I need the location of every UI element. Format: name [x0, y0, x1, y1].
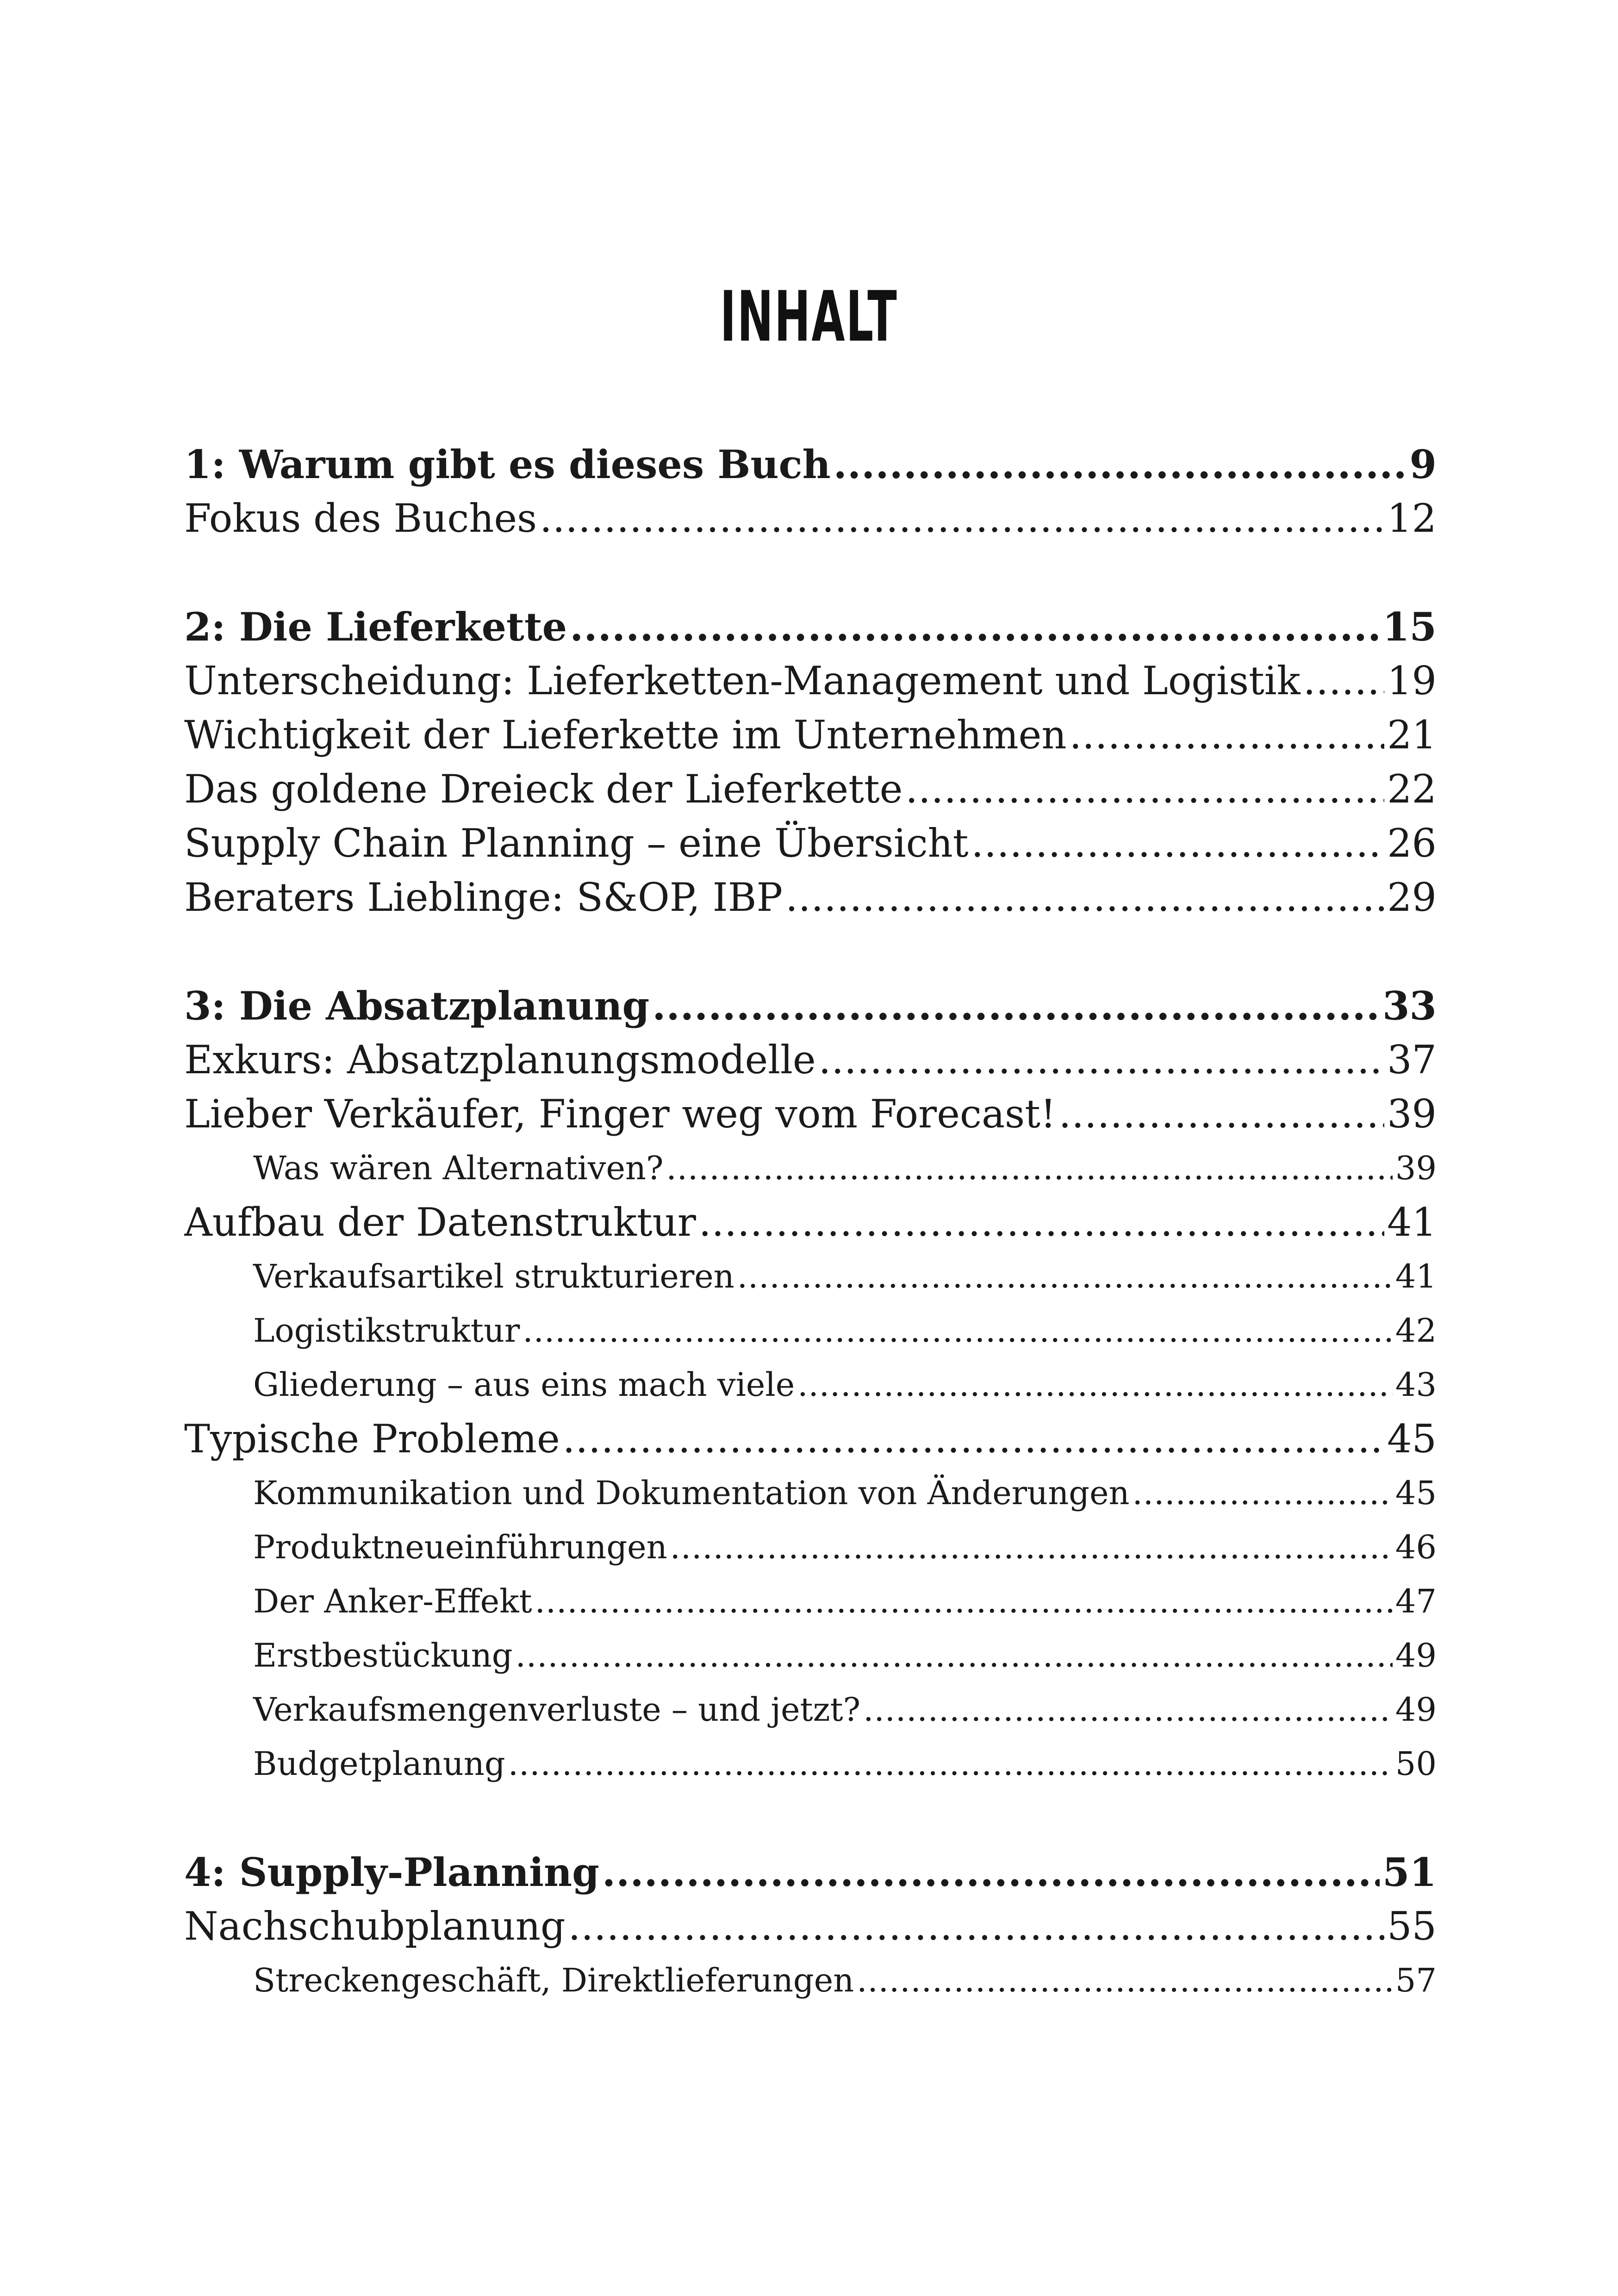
toc-section-entry[interactable]: [184, 1899, 1437, 1954]
toc-entry-label: Erstbestückung: [253, 1636, 513, 1674]
toc-page-number: 45: [1395, 1474, 1437, 1512]
toc-page-number: 46: [1395, 1528, 1437, 1566]
toc-page-number: 57: [1395, 1961, 1437, 1999]
toc-subsection-entry[interactable]: [184, 1141, 1437, 1195]
toc-subsection-entry[interactable]: [184, 1954, 1437, 2008]
dot-leader: [819, 1033, 1384, 1087]
toc-entry-label: Nachschubplanung: [184, 1904, 566, 1949]
dot-leader: [508, 1737, 1393, 1791]
toc-subsection-entry[interactable]: [184, 1304, 1437, 1358]
toc-subsection-entry[interactable]: [184, 1466, 1437, 1520]
dot-leader: [1133, 1466, 1393, 1520]
toc-entry-label: Supply Chain Planning – eine Übersicht: [184, 821, 969, 866]
toc-subsection-entry[interactable]: [184, 1683, 1437, 1737]
toc-page-number: 19: [1387, 658, 1437, 703]
dot-leader: [905, 762, 1384, 816]
dot-leader: [785, 871, 1384, 925]
toc-entry-label: 2: Die Lieferkette: [184, 604, 567, 650]
toc-entry-label: Exkurs: Absatzplanungsmodelle: [184, 1037, 816, 1083]
toc-subsection-entry[interactable]: [184, 1574, 1437, 1629]
toc-entry-label: Verkaufsartikel strukturieren: [253, 1257, 734, 1295]
toc-entry-label: Beraters Lieblinge: S&OP, IBP: [184, 875, 783, 920]
toc-entry-label: Gliederung – aus eins mach viele: [253, 1366, 795, 1404]
toc-entry-label: Fokus des Buches: [184, 496, 537, 541]
toc-entry-label: Logistikstruktur: [253, 1312, 520, 1350]
toc-section-entry[interactable]: [184, 871, 1437, 925]
toc-section-entry[interactable]: [184, 1087, 1437, 1141]
dot-leader: [699, 1195, 1384, 1250]
toc-page-number: 45: [1387, 1416, 1437, 1462]
toc-subsection-entry[interactable]: [184, 1250, 1437, 1304]
dot-leader: [670, 1520, 1393, 1574]
dot-leader: [834, 437, 1407, 492]
dot-leader: [1070, 708, 1385, 762]
toc-page-number: 26: [1387, 821, 1437, 866]
toc-entry-label: 1: Warum gibt es dieses Buch: [184, 442, 831, 487]
toc-entry-label: 3: Die Absatzplanung: [184, 983, 650, 1029]
dot-leader: [563, 1412, 1384, 1466]
toc-subsection-entry[interactable]: [184, 1629, 1437, 1683]
toc-entry-label: Streckengeschäft, Direktlieferungen: [253, 1961, 854, 1999]
toc-page-number: 50: [1395, 1745, 1437, 1783]
toc-entry-label: Kommunikation und Dokumentation von Änderungen: [253, 1474, 1130, 1512]
toc-page-number: 21: [1387, 712, 1437, 758]
toc-chapter-entry[interactable]: [184, 1845, 1437, 1899]
toc-entry-label: Lieber Verkäufer, Finger weg vom Forecast!: [184, 1091, 1056, 1137]
toc-page-number: 39: [1387, 1091, 1437, 1137]
dot-leader: [523, 1304, 1393, 1358]
toc-page-number: 51: [1382, 1849, 1437, 1895]
toc-entry-label: Verkaufsmengenverluste – und jetzt?: [253, 1691, 861, 1729]
dot-leader: [1303, 654, 1384, 708]
toc-page-number: 15: [1382, 604, 1437, 650]
toc-entry-label: Typische Probleme: [184, 1416, 560, 1462]
toc-entry-label: Aufbau der Datenstruktur: [184, 1200, 696, 1245]
dot-leader: [652, 979, 1380, 1033]
toc-section-entry[interactable]: [184, 708, 1437, 762]
toc-section-entry[interactable]: [184, 762, 1437, 816]
dot-leader: [570, 600, 1380, 654]
toc-section-entry[interactable]: [184, 1033, 1437, 1087]
toc-subsection-entry[interactable]: [184, 1520, 1437, 1574]
toc-entry-label: Produktneueinführungen: [253, 1528, 667, 1566]
toc-entry-label: Budgetplanung: [253, 1745, 505, 1783]
dot-leader: [797, 1358, 1393, 1412]
page-title: INHALT: [720, 277, 898, 357]
dot-leader: [666, 1141, 1393, 1195]
toc-page-number: 37: [1387, 1037, 1437, 1083]
toc-section-entry[interactable]: [184, 492, 1437, 546]
toc-entry-label: Das goldene Dreieck der Lieferkette: [184, 766, 903, 812]
toc-page-number: 42: [1395, 1312, 1437, 1350]
toc-entry-label: Wichtigkeit der Lieferkette im Unternehmen: [184, 712, 1067, 758]
toc-chapter-entry[interactable]: [184, 437, 1437, 492]
dot-leader: [568, 1899, 1384, 1954]
toc-page-number: 43: [1395, 1366, 1437, 1404]
toc-page-number: 29: [1387, 875, 1437, 920]
dot-leader: [540, 492, 1384, 546]
dot-leader: [971, 816, 1385, 871]
dot-leader: [1059, 1087, 1384, 1141]
toc-section-entry[interactable]: [184, 1412, 1437, 1466]
toc-entry-label: Unterscheidung: Lieferketten-Management und Logistik: [184, 658, 1301, 703]
dot-leader: [857, 1954, 1393, 2008]
toc-subsection-entry[interactable]: [184, 1737, 1437, 1791]
toc-page-number: 47: [1395, 1582, 1437, 1620]
toc-chapter-entry[interactable]: [184, 979, 1437, 1033]
dot-leader: [602, 1845, 1380, 1899]
toc-section-entry[interactable]: [184, 1195, 1437, 1250]
toc-section-entry[interactable]: [184, 816, 1437, 871]
dot-leader: [535, 1574, 1393, 1629]
toc-page-number: 49: [1395, 1691, 1437, 1729]
section-spacer: [184, 925, 1437, 979]
dot-leader: [516, 1629, 1393, 1683]
toc-page-number: 55: [1387, 1904, 1437, 1949]
toc-section-entry[interactable]: [184, 654, 1437, 708]
toc-page-number: 39: [1395, 1149, 1437, 1187]
toc-subsection-entry[interactable]: [184, 1358, 1437, 1412]
toc-page-number: 22: [1387, 766, 1437, 812]
toc-page-number: 33: [1382, 983, 1437, 1029]
toc-page-number: 9: [1409, 442, 1437, 487]
toc-chapter-entry[interactable]: [184, 600, 1437, 654]
toc-entry-label: Der Anker-Effekt: [253, 1582, 532, 1620]
dot-leader: [737, 1250, 1393, 1304]
dot-leader: [863, 1683, 1393, 1737]
toc-entry-label: Was wären Alternativen?: [253, 1149, 664, 1187]
toc-page-number: 41: [1387, 1200, 1437, 1245]
toc-entry-label: 4: Supply-Planning: [184, 1849, 599, 1895]
toc-page-number: 49: [1395, 1636, 1437, 1674]
toc-page-number: 12: [1387, 496, 1437, 541]
table-of-contents: [184, 437, 1437, 2008]
section-spacer: [184, 546, 1437, 600]
toc-page-number: 41: [1395, 1257, 1437, 1295]
section-spacer: [184, 1791, 1437, 1845]
